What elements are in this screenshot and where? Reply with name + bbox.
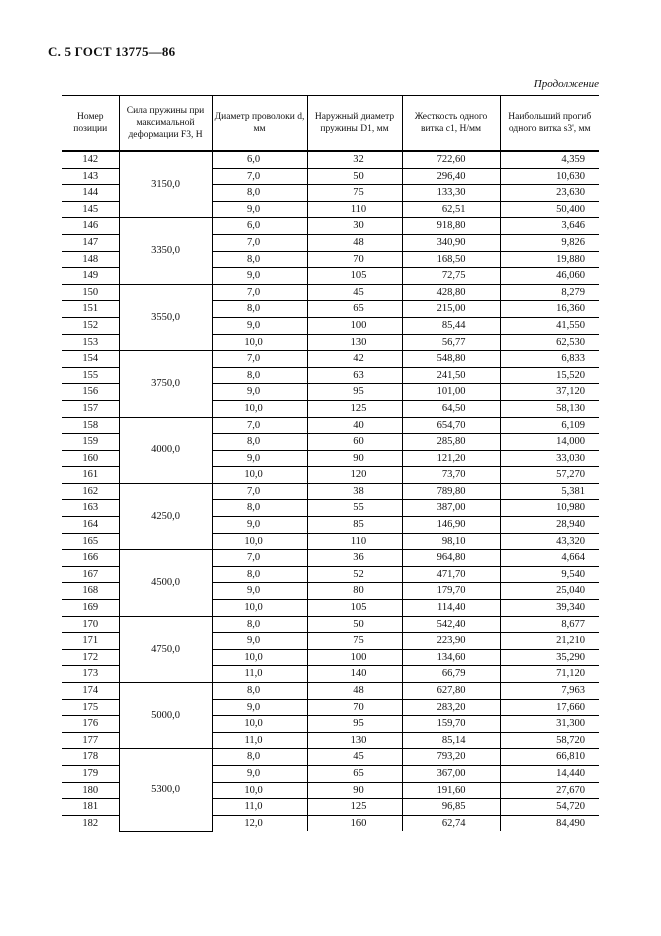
position-number-cell: 153: [62, 334, 119, 351]
deflection-cell: 84,490: [500, 815, 599, 831]
spring-force-cell: 3150,0: [119, 151, 212, 218]
spring-force-cell: 4000,0: [119, 417, 212, 483]
page-header: С. 5 ГОСТ 13775—86: [48, 44, 176, 59]
stiffness-cell: 146,90: [402, 517, 500, 534]
wire-diameter-cell: 10,0: [212, 400, 307, 417]
outer-diameter-cell: 50: [307, 168, 402, 185]
table-row: [62, 616, 599, 633]
position-number-cell: 146: [62, 218, 119, 235]
stiffness-cell: 191,60: [402, 782, 500, 799]
position-number-cell: 155: [62, 367, 119, 384]
table-row: [62, 351, 599, 368]
wire-diameter-cell: 8,0: [212, 749, 307, 766]
position-number-cell: 152: [62, 317, 119, 334]
deflection-cell: 5,381: [500, 483, 599, 500]
deflection-cell: 39,340: [500, 600, 599, 617]
outer-diameter-cell: 80: [307, 583, 402, 600]
deflection-cell: 71,120: [500, 666, 599, 683]
deflection-cell: 6,109: [500, 417, 599, 434]
position-number-cell: 156: [62, 384, 119, 401]
position-number-cell: 182: [82, 817, 99, 829]
position-number-cell: 177: [62, 732, 119, 749]
stiffness-cell: 548,80: [402, 351, 500, 368]
deflection-cell: 8,279: [500, 284, 599, 301]
wire-diameter-cell: 8,0: [212, 566, 307, 583]
outer-diameter-cell: 110: [307, 201, 402, 218]
wire-diameter-cell: 8,0: [212, 367, 307, 384]
outer-diameter-cell: 38: [307, 483, 402, 500]
wire-diameter-cell: 7,0: [212, 550, 307, 567]
position-number-cell: 171: [62, 633, 119, 650]
position-number-cell: 160: [62, 450, 119, 467]
deflection-cell: 9,826: [500, 234, 599, 251]
wire-diameter-cell: 8,0: [212, 301, 307, 318]
wire-diameter-cell: 8,0: [212, 434, 307, 451]
position-number-cell: 158: [62, 417, 119, 434]
deflection-cell: 21,210: [500, 633, 599, 650]
wire-diameter-cell: 9,0: [212, 268, 307, 285]
deflection-cell: 10,630: [500, 168, 599, 185]
position-number-cell: 147: [62, 234, 119, 251]
position-number-cell: 173: [62, 666, 119, 683]
stiffness-cell: 73,70: [402, 467, 500, 484]
outer-diameter-cell: 125: [307, 400, 402, 417]
position-number-cell: 181: [62, 799, 119, 816]
wire-diameter-cell: 10,0: [212, 533, 307, 550]
spring-force-cell: 5000,0: [119, 683, 212, 749]
position-number-cell: 145: [62, 201, 119, 218]
stiffness-cell: 789,80: [402, 483, 500, 500]
header-outer-diameter: Наружный диаметр пружины D1, мм: [307, 96, 402, 152]
wire-diameter-cell: 10,0: [212, 782, 307, 799]
position-number-cell: 172: [62, 649, 119, 666]
outer-diameter-cell: 85: [307, 517, 402, 534]
outer-diameter-cell: 40: [307, 417, 402, 434]
wire-diameter-cell: 7,0: [212, 483, 307, 500]
outer-diameter-cell: 130: [307, 334, 402, 351]
stiffness-cell: 101,00: [402, 384, 500, 401]
stiffness-cell: 85,44: [402, 317, 500, 334]
wire-diameter-cell: 9,0: [212, 201, 307, 218]
wire-diameter-cell: 6,0: [212, 218, 307, 235]
wire-diameter-cell: 7,0: [212, 284, 307, 301]
wire-diameter-cell: 9,0: [212, 317, 307, 334]
position-number-cell: 178: [62, 749, 119, 766]
position-number-cell: 180: [62, 782, 119, 799]
wire-diameter-cell: 12,0: [212, 815, 307, 831]
deflection-cell: 3,646: [500, 218, 599, 235]
deflection-cell: 28,940: [500, 517, 599, 534]
outer-diameter-cell: 120: [307, 467, 402, 484]
outer-diameter-cell: 48: [307, 683, 402, 700]
deflection-cell: 33,030: [500, 450, 599, 467]
spring-force-cell: 4500,0: [119, 550, 212, 616]
position-number-cell: 164: [62, 517, 119, 534]
stiffness-cell: 340,90: [402, 234, 500, 251]
wire-diameter-cell: 8,0: [212, 251, 307, 268]
position-number-cell: 165: [62, 533, 119, 550]
wire-diameter-cell: 11,0: [212, 732, 307, 749]
deflection-cell: 50,400: [500, 201, 599, 218]
outer-diameter-cell: 65: [307, 301, 402, 318]
wire-diameter-cell: 10,0: [212, 600, 307, 617]
wire-diameter-cell: 7,0: [212, 168, 307, 185]
outer-diameter-cell: 95: [307, 716, 402, 733]
outer-diameter-cell: 125: [307, 799, 402, 816]
position-number-cell: 161: [62, 467, 119, 484]
wire-diameter-cell: 11,0: [212, 666, 307, 683]
stiffness-cell: 215,00: [402, 301, 500, 318]
header-max-deflection: Наибольший прогиб одного витка s3', мм: [500, 96, 599, 152]
wire-diameter-cell: 10,0: [212, 649, 307, 666]
continuation-label: Продолжение: [533, 78, 599, 90]
stiffness-cell: 285,80: [402, 434, 500, 451]
outer-diameter-cell: 130: [307, 732, 402, 749]
position-number-cell: 163: [62, 500, 119, 517]
wire-diameter-cell: 9,0: [212, 583, 307, 600]
position-number-cell: 159: [62, 434, 119, 451]
stiffness-cell: 918,80: [402, 218, 500, 235]
stiffness-cell: 179,70: [402, 583, 500, 600]
deflection-cell: 14,440: [500, 765, 599, 782]
stiffness-cell: 62,74: [402, 815, 500, 831]
table-header-row: [62, 96, 599, 152]
stiffness-cell: 114,40: [402, 600, 500, 617]
wire-diameter-cell: 11,0: [212, 799, 307, 816]
spring-force-cell: 4750,0: [119, 616, 212, 682]
outer-diameter-cell: 36: [307, 550, 402, 567]
wire-diameter-cell: 9,0: [212, 517, 307, 534]
wire-diameter-cell: 10,0: [212, 467, 307, 484]
deflection-cell: 43,320: [500, 533, 599, 550]
spring-force-cell: 3550,0: [119, 284, 212, 350]
deflection-cell: 10,980: [500, 500, 599, 517]
deflection-cell: 4,359: [500, 151, 599, 168]
stiffness-cell: 159,70: [402, 716, 500, 733]
position-number-cell: 142: [62, 151, 119, 168]
deflection-cell: 57,270: [500, 467, 599, 484]
outer-diameter-cell: 100: [307, 649, 402, 666]
position-number-cell: 169: [62, 600, 119, 617]
deflection-cell: 31,300: [500, 716, 599, 733]
header-coil-stiffness: Жесткость одного витка c1, Н/мм: [402, 96, 500, 152]
stiffness-cell: 133,30: [402, 185, 500, 202]
stiffness-cell: 72,75: [402, 268, 500, 285]
deflection-cell: 6,833: [500, 351, 599, 368]
outer-diameter-cell: 75: [307, 633, 402, 650]
table-row: [62, 218, 599, 235]
deflection-cell: 41,550: [500, 317, 599, 334]
deflection-cell: 9,540: [500, 566, 599, 583]
wire-diameter-cell: 9,0: [212, 699, 307, 716]
wire-diameter-cell: 9,0: [212, 633, 307, 650]
position-number-cell: 170: [62, 616, 119, 633]
spring-force-cell: 4250,0: [119, 483, 212, 549]
outer-diameter-cell: 95: [307, 384, 402, 401]
position-number-cell: 174: [62, 683, 119, 700]
table-row: [62, 483, 599, 500]
stiffness-cell: 96,85: [402, 799, 500, 816]
deflection-cell: 54,720: [500, 799, 599, 816]
wire-diameter-cell: 7,0: [212, 351, 307, 368]
deflection-cell: 35,290: [500, 649, 599, 666]
outer-diameter-cell: 48: [307, 234, 402, 251]
deflection-cell: 58,720: [500, 732, 599, 749]
outer-diameter-cell: 50: [307, 616, 402, 633]
position-number-cell: 168: [62, 583, 119, 600]
stiffness-cell: 85,14: [402, 732, 500, 749]
position-number-cell: 157: [62, 400, 119, 417]
outer-diameter-cell: 160: [307, 815, 402, 831]
deflection-cell: 58,130: [500, 400, 599, 417]
stiffness-cell: 64,50: [402, 400, 500, 417]
outer-diameter-cell: 105: [307, 600, 402, 617]
spring-force-cell: 3350,0: [119, 218, 212, 284]
deflection-cell: 16,360: [500, 301, 599, 318]
outer-diameter-cell: 70: [307, 699, 402, 716]
outer-diameter-cell: 90: [307, 782, 402, 799]
stiffness-cell: 121,20: [402, 450, 500, 467]
stiffness-cell: 223,90: [402, 633, 500, 650]
deflection-cell: 7,963: [500, 683, 599, 700]
stiffness-cell: 168,50: [402, 251, 500, 268]
position-number-cell: 166: [62, 550, 119, 567]
stiffness-cell: 56,77: [402, 334, 500, 351]
position-number-cell: 179: [62, 765, 119, 782]
outer-diameter-cell: 90: [307, 450, 402, 467]
stiffness-cell: 367,00: [402, 765, 500, 782]
position-number-cell: 176: [62, 716, 119, 733]
outer-diameter-cell: 70: [307, 251, 402, 268]
header-spring-force: Сила пружины при максимальной деформации F3, Н: [119, 96, 212, 152]
stiffness-cell: 627,80: [402, 683, 500, 700]
spring-data-table: [62, 95, 599, 832]
wire-diameter-cell: 9,0: [212, 384, 307, 401]
outer-diameter-cell: 30: [307, 218, 402, 235]
deflection-cell: 4,664: [500, 550, 599, 567]
wire-diameter-cell: 10,0: [212, 716, 307, 733]
outer-diameter-cell: 32: [307, 151, 402, 168]
stiffness-cell: 241,50: [402, 367, 500, 384]
outer-diameter-cell: 55: [307, 500, 402, 517]
spring-force-cell: 5300,0: [119, 749, 212, 831]
table-row: [62, 284, 599, 301]
wire-diameter-cell: 10,0: [212, 334, 307, 351]
wire-diameter-cell: 9,0: [212, 765, 307, 782]
stiffness-cell: 134,60: [402, 649, 500, 666]
position-number-cell: 151: [62, 301, 119, 318]
table-row: [62, 417, 599, 434]
stiffness-cell: 98,10: [402, 533, 500, 550]
outer-diameter-cell: 105: [307, 268, 402, 285]
wire-diameter-cell: 8,0: [212, 500, 307, 517]
stiffness-cell: 62,51: [402, 201, 500, 218]
deflection-cell: 23,630: [500, 185, 599, 202]
outer-diameter-cell: 110: [307, 533, 402, 550]
outer-diameter-cell: 45: [307, 284, 402, 301]
deflection-cell: 8,677: [500, 616, 599, 633]
position-number-cell: 175: [62, 699, 119, 716]
outer-diameter-cell: 45: [307, 749, 402, 766]
stiffness-cell: 296,40: [402, 168, 500, 185]
deflection-cell: 27,670: [500, 782, 599, 799]
wire-diameter-cell: 6,0: [212, 151, 307, 168]
stiffness-cell: 722,60: [402, 151, 500, 168]
stiffness-cell: 387,00: [402, 500, 500, 517]
wire-diameter-cell: 8,0: [212, 616, 307, 633]
deflection-cell: 62,530: [500, 334, 599, 351]
outer-diameter-cell: 140: [307, 666, 402, 683]
outer-diameter-cell: 52: [307, 566, 402, 583]
deflection-cell: 46,060: [500, 268, 599, 285]
stiffness-cell: 542,40: [402, 616, 500, 633]
deflection-cell: 37,120: [500, 384, 599, 401]
table-row: [62, 683, 599, 700]
outer-diameter-cell: 65: [307, 765, 402, 782]
deflection-cell: 25,040: [500, 583, 599, 600]
header-position-number: Номер позиции: [62, 96, 119, 152]
position-number-cell: 167: [62, 566, 119, 583]
stiffness-cell: 66,79: [402, 666, 500, 683]
position-number-cell: 162: [62, 483, 119, 500]
header-wire-diameter: Диаметр проволоки d, мм: [212, 96, 307, 152]
spring-force-cell: 3750,0: [119, 351, 212, 417]
stiffness-cell: 793,20: [402, 749, 500, 766]
stiffness-cell: 428,80: [402, 284, 500, 301]
stiffness-cell: 964,80: [402, 550, 500, 567]
outer-diameter-cell: 75: [307, 185, 402, 202]
position-number-cell: 148: [62, 251, 119, 268]
table-row: [62, 550, 599, 567]
stiffness-cell: 471,70: [402, 566, 500, 583]
wire-diameter-cell: 8,0: [212, 683, 307, 700]
table-row: [62, 151, 599, 168]
wire-diameter-cell: 9,0: [212, 450, 307, 467]
position-number-cell: 150: [62, 284, 119, 301]
stiffness-cell: 283,20: [402, 699, 500, 716]
deflection-cell: 19,880: [500, 251, 599, 268]
outer-diameter-cell: 60: [307, 434, 402, 451]
deflection-cell: 15,520: [500, 367, 599, 384]
position-number-cell: 154: [62, 351, 119, 368]
position-number-cell: 144: [62, 185, 119, 202]
position-number-cell: 149: [62, 268, 119, 285]
wire-diameter-cell: 8,0: [212, 185, 307, 202]
deflection-cell: 14,000: [500, 434, 599, 451]
table-row: [62, 749, 599, 766]
deflection-cell: 17,660: [500, 699, 599, 716]
outer-diameter-cell: 42: [307, 351, 402, 368]
stiffness-cell: 654,70: [402, 417, 500, 434]
deflection-cell: 66,810: [500, 749, 599, 766]
position-number-cell: 143: [62, 168, 119, 185]
wire-diameter-cell: 7,0: [212, 417, 307, 434]
outer-diameter-cell: 63: [307, 367, 402, 384]
outer-diameter-cell: 100: [307, 317, 402, 334]
wire-diameter-cell: 7,0: [212, 234, 307, 251]
